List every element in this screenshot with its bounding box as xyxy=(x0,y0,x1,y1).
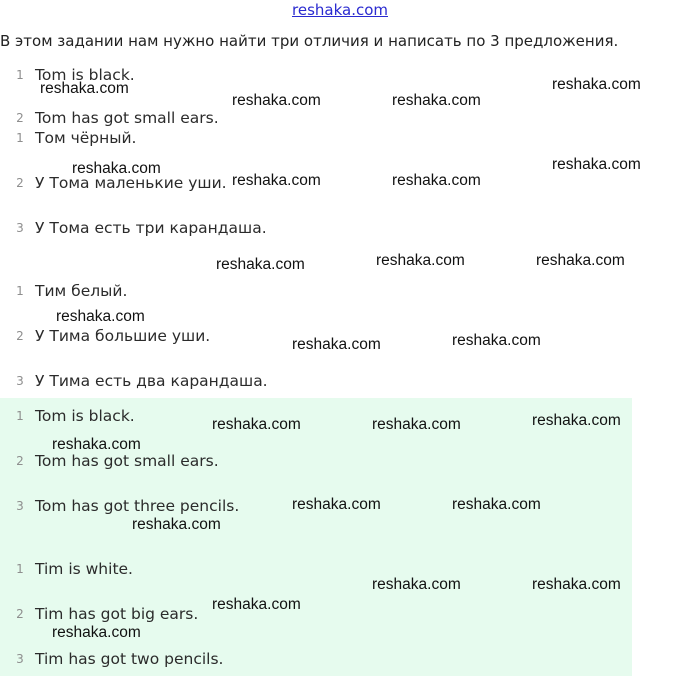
item-number: 3 xyxy=(16,499,24,513)
item-number: 3 xyxy=(16,221,24,235)
item-number: 2 xyxy=(16,607,24,621)
item-number: 2 xyxy=(16,176,24,190)
list-item xyxy=(14,217,267,239)
watermark: reshaka.com xyxy=(532,412,621,429)
watermark: reshaka.com xyxy=(56,308,145,325)
list-item xyxy=(14,127,136,149)
item-number: 2 xyxy=(16,329,24,343)
watermark: reshaka.com xyxy=(292,336,381,353)
item-text: У Тима есть два карандаша. xyxy=(35,372,268,390)
task-intro: В этом задании нам нужно найти три отличия и написать по 3 предложения. xyxy=(0,32,619,50)
item-text: У Тома маленькие уши. xyxy=(35,174,227,192)
watermark: reshaka.com xyxy=(552,76,641,93)
watermark: reshaka.com xyxy=(532,576,621,593)
item-text: У Тома есть три карандаша. xyxy=(35,219,267,237)
watermark: reshaka.com xyxy=(292,496,381,513)
watermark: reshaka.com xyxy=(372,576,461,593)
item-text: Tom has got three pencils. xyxy=(35,497,240,515)
item-number: 3 xyxy=(16,652,24,666)
watermark: reshaka.com xyxy=(52,624,141,641)
item-text: Tim has got two pencils. xyxy=(35,650,224,668)
item-number: 1 xyxy=(16,284,24,298)
site-link[interactable]: reshaka.com xyxy=(292,1,388,19)
watermark: reshaka.com xyxy=(376,252,465,269)
list-item xyxy=(14,603,198,625)
item-number: 2 xyxy=(16,111,24,125)
list-item xyxy=(14,648,223,670)
item-text: Tim has got big ears. xyxy=(35,605,199,623)
watermark: reshaka.com xyxy=(232,172,321,189)
watermark: reshaka.com xyxy=(212,416,301,433)
list-item xyxy=(14,405,135,427)
watermark: reshaka.com xyxy=(452,332,541,349)
list-item xyxy=(14,107,219,129)
item-number: 3 xyxy=(16,374,24,388)
watermark: reshaka.com xyxy=(212,596,301,613)
item-text: Tom is black. xyxy=(35,407,135,425)
list-item xyxy=(14,495,239,517)
watermark: reshaka.com xyxy=(216,256,305,273)
list-item xyxy=(14,280,127,302)
item-number: 1 xyxy=(16,562,24,576)
list-item xyxy=(14,370,268,392)
item-number: 1 xyxy=(16,131,24,145)
watermark: reshaka.com xyxy=(40,80,129,97)
list-item xyxy=(14,558,133,580)
cut-off-line xyxy=(0,109,260,127)
watermark: reshaka.com xyxy=(52,436,141,453)
watermark: reshaka.com xyxy=(552,156,641,173)
watermark: reshaka.com xyxy=(132,516,221,533)
item-text: Tom is black. xyxy=(35,66,135,84)
list-item xyxy=(14,325,210,347)
watermark: reshaka.com xyxy=(392,172,481,189)
item-text: У Тима большие уши. xyxy=(35,327,211,345)
watermark: reshaka.com xyxy=(72,160,161,177)
watermark: reshaka.com xyxy=(232,92,321,109)
watermark: reshaka.com xyxy=(372,416,461,433)
watermark: reshaka.com xyxy=(452,496,541,513)
watermark: reshaka.com xyxy=(536,252,625,269)
item-number: 1 xyxy=(16,409,24,423)
watermark: reshaka.com xyxy=(392,92,481,109)
item-text: Tim is white. xyxy=(35,560,133,578)
item-text: Tom has got small ears. xyxy=(35,452,219,470)
item-number: 2 xyxy=(16,454,24,468)
item-text: Tom has got small ears. xyxy=(35,109,219,127)
item-number: 1 xyxy=(16,68,24,82)
item-text: Тим белый. xyxy=(35,282,128,300)
item-text: Том чёрный. xyxy=(35,129,137,147)
